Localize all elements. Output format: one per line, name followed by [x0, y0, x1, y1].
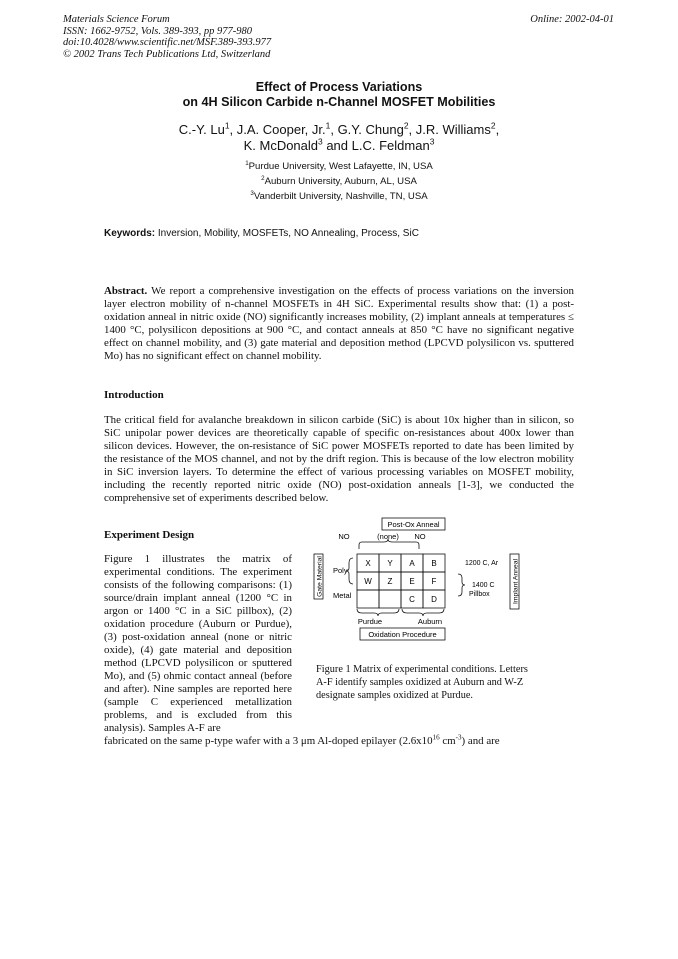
matrix-cell-letter: W — [364, 577, 372, 586]
experiment-last-line — [104, 735, 584, 748]
column-none: (none) — [377, 532, 399, 541]
affiliation-mark: 3 — [250, 189, 254, 197]
right-brace — [458, 574, 465, 596]
purdue-brace — [357, 609, 399, 616]
abstract-label: Abstract. — [104, 285, 148, 297]
matrix-cell-letter: X — [365, 559, 371, 568]
author-list — [0, 122, 678, 154]
text-segment: ) and are — [461, 735, 500, 747]
affiliation-mark: 1 — [245, 159, 249, 167]
matrix-cell — [357, 590, 379, 608]
column-no-right: NO — [414, 532, 426, 541]
matrix-cell-letter: Z — [387, 577, 393, 586]
author-separator: , — [495, 122, 500, 137]
author-name: G.Y. Chung — [337, 122, 404, 137]
title-line-1: Effect of Process Variations — [255, 80, 423, 94]
anneal-1200: 1200 C, Ar — [465, 560, 499, 567]
author-affiliation-mark: 1 — [325, 120, 331, 131]
post-ox-label: Post-Ox Anneal — [387, 520, 440, 529]
purdue-label: Purdue — [357, 617, 383, 626]
journal-name: Materials Science Forum — [63, 14, 170, 25]
exponent: 16 — [432, 733, 440, 742]
experiment-text: Figure 1 illustrates the matrix of experimental conditions. The experiment consists of the following comparisons: (1) source/drain implant anneal (1200 °C in argon or 1400 °C in a SiC pillbox), (2) oxidation procedure (Auburn or Purdue), (3) post-oxidation anneal (none or nitric oxide), (4) gate material and deposition method (LPCVD polysilicon or sputtered Mo), and (5) ohmic contact anneal (before and after). Nine samples are reported here (sample C experienced metallization problems, and is excluded from this analysis). Samples A-F are — [104, 553, 292, 734]
author-name: C.-Y. Lu — [178, 122, 225, 137]
author-affiliation-mark: 2 — [490, 120, 496, 131]
text-segment: cm — [439, 735, 456, 747]
affiliation-mark: 2 — [261, 174, 265, 182]
affiliation-text: Auburn University, Auburn, AL, USA — [264, 176, 417, 187]
column-no-left: NO — [338, 532, 350, 541]
matrix-cell-letter: B — [431, 559, 437, 568]
affiliation-list — [0, 161, 678, 206]
affiliation — [0, 191, 678, 203]
author-affiliation-mark: 3 — [318, 136, 323, 147]
author-affiliation-mark: 2 — [403, 120, 409, 131]
affiliation — [0, 176, 678, 188]
matrix-grid — [357, 554, 445, 608]
doi-line[interactable]: doi:10.4028/www.scientific.net/MSF.389-393.977 — [63, 37, 272, 49]
text-segment: fabricated on the same p-type wafer with a 3 — [104, 735, 301, 747]
matrix-cell-letter: A — [409, 559, 415, 568]
auburn-brace — [402, 609, 444, 616]
exponent: -3 — [455, 733, 462, 742]
keywords-text: Inversion, Mobility, MOSFETs, NO Annealing, Process, SiC — [157, 228, 419, 239]
experiment-heading: Experiment Design — [104, 529, 195, 541]
row-metal: Metal — [333, 591, 352, 600]
author-name: L.C. Feldman — [351, 138, 430, 153]
author-name: K. McDonald — [243, 138, 319, 153]
affiliation — [0, 161, 678, 173]
author-affiliation-mark: 3 — [429, 136, 435, 147]
figure-1-caption: Figure 1 Matrix of experimental conditions. Letters A-F identify samples oxidized at Auburn and W-Z designate samples oxidized at Purdue. — [316, 664, 528, 701]
copyright-line: © 2002 Trans Tech Publications Ltd, Switzerland — [63, 48, 271, 60]
pillbox-label: Pillbox — [469, 591, 490, 598]
gate-material-label: Gate Material — [316, 556, 324, 597]
matrix-cell-letter: Y — [387, 559, 393, 568]
matrix-cell — [379, 590, 401, 608]
affiliation-text: Vanderbilt University, Nashville, TN, USA — [253, 191, 428, 202]
title-line-2: on 4H Silicon Carbide n-Channel MOSFET Mobilities — [182, 95, 496, 109]
matrix-cell-letter: E — [409, 577, 415, 586]
author-name: J.A. Cooper, Jr. — [236, 122, 326, 137]
keywords — [104, 228, 419, 239]
author-separator: , — [408, 122, 416, 137]
author-separator: and — [322, 138, 352, 153]
issn-line: ISSN: 1662-9752, Vols. 389-393, pp 977-980 — [63, 25, 252, 37]
author-name: J.R. Williams — [415, 122, 491, 137]
row-poly: Poly — [333, 566, 348, 575]
implant-anneal-label: Implant Anneal — [512, 559, 520, 604]
abstract — [104, 285, 574, 363]
poly-brace — [346, 558, 353, 584]
author-affiliation-mark: 1 — [224, 120, 230, 131]
author-separator: , — [229, 122, 237, 137]
anneal-1400: 1400 C — [472, 582, 495, 589]
text-segment: m Al-doped epilayer (2.6x10 — [306, 735, 433, 747]
abstract-text: We report a comprehensive investigation on the effects of process variations on the inversion layer electron mobility of n-channel MOSFETs in 4H SiC. Experimental results show that: (1) a post-oxidation anneal in nitric oxide (NO) significantly increases mobility, (2) implant anneals at temperatures ≤ 1400 °C, polysilicon depositions at 900 °C, and contact anneals at 850 °C have no significant negative effect on channel mobility, and (3) gate material and deposition method (LPCVD polysilicon vs. sputtered Mo) has no significant effect on channel mobility. — [104, 285, 574, 362]
matrix-cell-letter: F — [431, 577, 437, 586]
author-line-2 — [0, 138, 678, 154]
online-date: Online: 2002-04-01 — [530, 14, 614, 25]
auburn-label: Auburn — [417, 617, 443, 626]
author-separator: , — [330, 122, 338, 137]
introduction-text: The critical field for avalanche breakdown in silicon carbide (SiC) is about 10x higher than in silicon, so SiC unipolar power devices are theoretically capable of specific on-resistances about 400x lower than silicon devices. However, the on-resistance of SiC power MOSFETs reported to date has been limited by the resistance of the MOS channel, and not by the drift region. This is because of the low electron mobility in SiC inversion layers. To determine the effect of various processing variables on MOSFET mobility, including the recently reported nitric oxide (NO) post-oxidation anneals [1-3], we conducted the comprehensive set of experiments described below. — [104, 414, 574, 504]
journal-header — [63, 14, 271, 60]
oxidation-procedure-label: Oxidation Procedure — [368, 630, 437, 639]
author-line-1 — [0, 122, 678, 138]
paper-title — [0, 80, 678, 110]
introduction-heading: Introduction — [104, 389, 164, 401]
matrix-cell-letter: C — [409, 595, 415, 604]
affiliation-text: Purdue University, West Lafayette, IN, USA — [248, 161, 433, 172]
mu-symbol: μ — [300, 735, 307, 747]
keywords-label: Keywords: — [104, 228, 156, 239]
matrix-cell-letter: D — [431, 595, 437, 604]
figure-1-matrix — [312, 514, 522, 644]
